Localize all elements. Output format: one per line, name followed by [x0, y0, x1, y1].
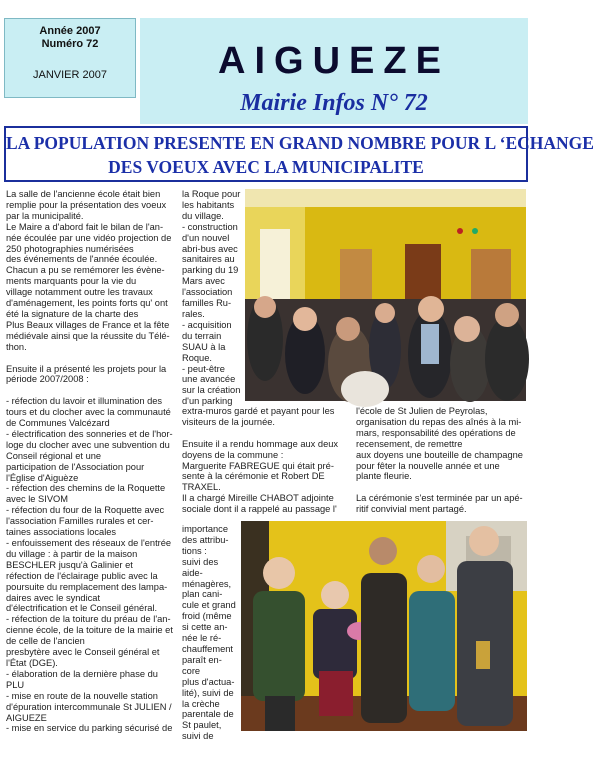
headline-box [4, 126, 594, 182]
issue-year: Année 2007 [39, 25, 101, 37]
issue-date: JANVIER 2007 [33, 69, 107, 81]
article-column-2-bottom: importance des attribu- tions : suivi des aide- ménagères, plan cani- cule et grand froid (même si cette an- née le ré- chauffement paraît en- core plus d'actua- lité), suivi de la crèche parentale de St paulet, suivi de [182, 524, 236, 742]
article-column-3: l'école de St Julien de Peyrolas, organisation du repas des aînés à la mi- mars, responsabilité des opérations de recensement, de remettre aux doyens une bouteille de champagne pour fêter la nouvelle année et une plante fleurie. La cérémonie s'est terminée par un apé- ritif convivial ment partagé. [356, 406, 523, 515]
photo-group-portrait [241, 521, 527, 731]
headline-line-1: LA POPULATION PRESENTE EN GRAND NOMBRE POUR L ‘ECHANGE [6, 133, 594, 153]
masthead [140, 18, 528, 124]
article-column-1: La salle de l'ancienne école était bien remplie pour la présentation des voeux par la municipalité. Le Maire a d'abord fait le bilan de l'an- née écoulée par une vidéo projection de 250 photographies numérisées des événements de l'année écoulée. Chacun a pu se remémorer les évène- ments marquants pour la vie du village notamment outre les travaux d'aménagement, les points forts qu' ont été la signature de la charte des Plus Beaux villages de France et la fête médiévale ainsi que la réussite du Télé- thon. Ensuite il a présenté les projets pour la période 2007/2008 : - réfection du lavoir et illumination des tours et du clocher avec la communauté de Communes Valcézard - électrification des sonneries et de l'hor- loge du clocher avec une subvention du Conseil régional et une participation de l'Association pour l'Église d'Aiguèze - réfection des chemins de la Roquette avec le SIVOM - réfection du four de la Roquette avec l'association Familles rurales et cer- taines associations locales - enfouissement des réseaux de l'entrée du village : à partir de la maison BESCHLER jusqu'à Galinier et réfection de l'éclairage public avec la poursuite du remplacement des lampa- daires avec le syndicat d'électrification et le Conseil général. - réfection de la toiture du préau de l'an- cienne école, de la toiture de la mairie et de celle de l'ancien presbytère avec le Conseil général et l'État (DGE). - élaboration de la dernière phase du PLU - mise en route de la nouvelle station d'épuration intercommunale St JULIEN / AIGUEZE - mise en service du parking sécurisé de [6, 189, 173, 734]
article-column-2-top: la Roque pour les habitants du village. - construction d'un nouvel abri-bus avec sanitaires au parking du 19 Mars avec l'association familles Ru- rales. - acquisition du terrain SUAU à la Roque. - peut-être une avancée sur la création d'un parking [182, 189, 241, 407]
issue-number: Numéro 72 [41, 38, 99, 50]
newsletter-title: AIGUEZE [218, 40, 450, 82]
issue-info-box [4, 18, 136, 98]
headline-line-2: DES VOEUX AVEC LA MUNICIPALITE [108, 157, 424, 177]
newsletter-subtitle: Mairie Infos N° 72 [240, 90, 428, 116]
article-column-2-middle: extra-muros gardé et payant pour les visiteurs de la journée. Ensuite il a rendu hommage aux deux doyens de la commune : Marguerite FABREGUE qui était pré- sente à la cérémonie et Robert DE TRAXEL. Il a chargé Mireille CHABOT adjointe sociale dont il a rappelé au passage l' [182, 406, 339, 515]
photo-crowd-in-hall [245, 189, 526, 401]
